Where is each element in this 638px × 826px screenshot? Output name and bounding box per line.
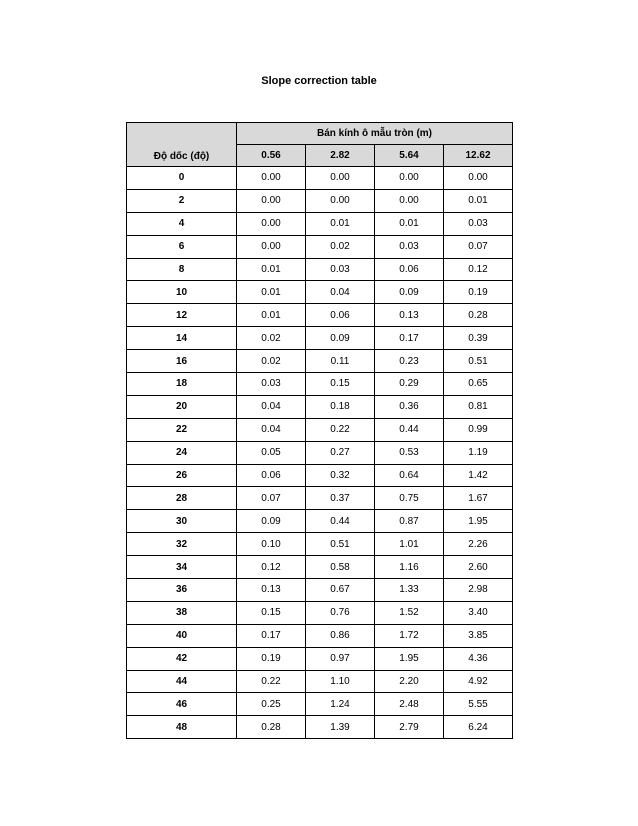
correction-value-cell: 0.86 [306,624,375,647]
correction-value-cell: 0.64 [375,464,444,487]
table-row [127,693,513,716]
slope-degree-cell: 2 [127,189,237,212]
correction-value-cell: 0.02 [237,350,306,373]
table-row [127,464,513,487]
table-row [127,441,513,464]
correction-value-cell: 0.27 [306,441,375,464]
correction-value-cell: 0.58 [306,556,375,579]
correction-value-cell: 0.00 [237,235,306,258]
correction-value-cell: 0.29 [375,373,444,396]
slope-degree-cell: 0 [127,167,237,190]
slope-degree-cell: 12 [127,304,237,327]
correction-value-cell: 2.20 [375,670,444,693]
correction-value-cell: 1.39 [306,716,375,739]
radius-header: 2.82 [306,145,375,167]
correction-value-cell: 0.09 [237,510,306,533]
table-row [127,510,513,533]
slope-degree-cell: 6 [127,235,237,258]
correction-value-cell: 1.42 [444,464,513,487]
correction-value-cell: 0.28 [444,304,513,327]
correction-value-cell: 0.11 [306,350,375,373]
correction-value-cell: 3.40 [444,601,513,624]
slope-degree-cell: 32 [127,533,237,556]
correction-value-cell: 0.65 [444,373,513,396]
correction-value-cell: 1.72 [375,624,444,647]
correction-value-cell: 4.92 [444,670,513,693]
correction-value-cell: 0.75 [375,487,444,510]
header-row-group [127,123,513,145]
correction-value-cell: 6.24 [444,716,513,739]
table-row [127,418,513,441]
correction-value-cell: 0.03 [375,235,444,258]
slope-correction-table [126,122,513,739]
slope-degree-cell: 36 [127,579,237,602]
correction-value-cell: 4.36 [444,647,513,670]
correction-value-cell: 1.24 [306,693,375,716]
correction-value-cell: 0.18 [306,395,375,418]
table-row [127,373,513,396]
correction-value-cell: 1.95 [444,510,513,533]
table-row [127,601,513,624]
correction-value-cell: 0.17 [375,327,444,350]
correction-value-cell: 0.15 [306,373,375,396]
slope-degree-cell: 10 [127,281,237,304]
slope-degree-cell: 22 [127,418,237,441]
slope-degree-cell: 38 [127,601,237,624]
correction-value-cell: 1.16 [375,556,444,579]
correction-value-cell: 1.10 [306,670,375,693]
slope-degree-cell: 42 [127,647,237,670]
correction-value-cell: 0.81 [444,395,513,418]
slope-degree-cell: 18 [127,373,237,396]
slope-degree-cell: 48 [127,716,237,739]
slope-degree-cell: 8 [127,258,237,281]
correction-value-cell: 0.03 [444,212,513,235]
table-row [127,350,513,373]
correction-value-cell: 2.79 [375,716,444,739]
correction-value-cell: 0.00 [237,189,306,212]
correction-value-cell: 0.97 [306,647,375,670]
correction-value-cell: 0.99 [444,418,513,441]
correction-value-cell: 0.03 [306,258,375,281]
correction-value-cell: 0.13 [237,579,306,602]
table-row [127,395,513,418]
correction-value-cell: 0.01 [237,258,306,281]
slope-degree-cell: 28 [127,487,237,510]
correction-value-cell: 0.01 [237,281,306,304]
slope-degree-cell: 26 [127,464,237,487]
correction-value-cell: 0.19 [237,647,306,670]
correction-value-cell: 0.87 [375,510,444,533]
slope-degree-cell: 46 [127,693,237,716]
correction-value-cell: 0.09 [306,327,375,350]
correction-value-cell: 0.06 [237,464,306,487]
table-row [127,556,513,579]
correction-value-cell: 1.95 [375,647,444,670]
table-row [127,212,513,235]
correction-value-cell: 0.00 [375,167,444,190]
correction-value-cell: 0.76 [306,601,375,624]
correction-value-cell: 0.01 [375,212,444,235]
correction-value-cell: 0.13 [375,304,444,327]
table-row [127,304,513,327]
correction-value-cell: 0.01 [444,189,513,212]
correction-value-cell: 0.17 [237,624,306,647]
correction-value-cell: 0.44 [375,418,444,441]
table-row [127,670,513,693]
table-row [127,281,513,304]
radius-header: 12.62 [444,145,513,167]
table-row [127,579,513,602]
slope-degree-cell: 16 [127,350,237,373]
table-row [127,716,513,739]
correction-value-cell: 0.00 [237,167,306,190]
correction-value-cell: 0.23 [375,350,444,373]
correction-value-cell: 0.06 [375,258,444,281]
correction-value-cell: 0.51 [444,350,513,373]
correction-value-cell: 0.32 [306,464,375,487]
correction-value-cell: 0.00 [375,189,444,212]
correction-value-cell: 1.01 [375,533,444,556]
table-row [127,327,513,350]
table-row [127,189,513,212]
correction-value-cell: 0.07 [237,487,306,510]
correction-value-cell: 2.98 [444,579,513,602]
correction-value-cell: 5.55 [444,693,513,716]
table-row [127,235,513,258]
correction-value-cell: 0.51 [306,533,375,556]
correction-value-cell: 0.02 [306,235,375,258]
correction-value-cell: 0.02 [237,327,306,350]
correction-value-cell: 0.09 [375,281,444,304]
correction-value-cell: 0.19 [444,281,513,304]
radius-group-header: Bán kính ô mẫu tròn (m) [237,123,513,145]
correction-value-cell: 0.01 [306,212,375,235]
table-row [127,624,513,647]
table-row [127,167,513,190]
correction-value-cell: 0.00 [306,189,375,212]
correction-value-cell: 0.00 [444,167,513,190]
correction-value-cell: 0.22 [306,418,375,441]
correction-value-cell: 1.52 [375,601,444,624]
correction-value-cell: 2.60 [444,556,513,579]
table-row [127,487,513,510]
slope-degree-cell: 20 [127,395,237,418]
correction-value-cell: 1.67 [444,487,513,510]
correction-value-cell: 0.36 [375,395,444,418]
correction-value-cell: 0.04 [306,281,375,304]
correction-value-cell: 0.04 [237,395,306,418]
radius-header: 5.64 [375,145,444,167]
correction-value-cell: 0.00 [306,167,375,190]
correction-value-cell: 3.85 [444,624,513,647]
correction-value-cell: 0.39 [444,327,513,350]
correction-value-cell: 0.37 [306,487,375,510]
correction-value-cell: 0.12 [237,556,306,579]
correction-value-cell: 0.04 [237,418,306,441]
table-row [127,647,513,670]
table-row [127,533,513,556]
table-body [127,167,513,739]
page-title: Slope correction table [261,75,377,87]
correction-value-cell: 1.33 [375,579,444,602]
slope-degree-cell: 40 [127,624,237,647]
correction-value-cell: 2.48 [375,693,444,716]
correction-value-cell: 0.10 [237,533,306,556]
slope-degree-header: Độ dốc (độ) [127,123,237,167]
slope-degree-cell: 4 [127,212,237,235]
slope-degree-cell: 44 [127,670,237,693]
slope-degree-cell: 30 [127,510,237,533]
correction-value-cell: 0.22 [237,670,306,693]
correction-value-cell: 0.28 [237,716,306,739]
correction-value-cell: 2.26 [444,533,513,556]
correction-value-cell: 0.00 [237,212,306,235]
correction-value-cell: 0.03 [237,373,306,396]
correction-value-cell: 0.06 [306,304,375,327]
radius-header: 0.56 [237,145,306,167]
slope-degree-cell: 14 [127,327,237,350]
correction-value-cell: 0.12 [444,258,513,281]
correction-value-cell: 0.25 [237,693,306,716]
correction-value-cell: 0.53 [375,441,444,464]
table-row [127,258,513,281]
slope-degree-cell: 24 [127,441,237,464]
correction-value-cell: 0.07 [444,235,513,258]
correction-value-cell: 0.05 [237,441,306,464]
correction-value-cell: 1.19 [444,441,513,464]
correction-value-cell: 0.44 [306,510,375,533]
correction-value-cell: 0.01 [237,304,306,327]
correction-value-cell: 0.15 [237,601,306,624]
correction-value-cell: 0.67 [306,579,375,602]
slope-degree-cell: 34 [127,556,237,579]
